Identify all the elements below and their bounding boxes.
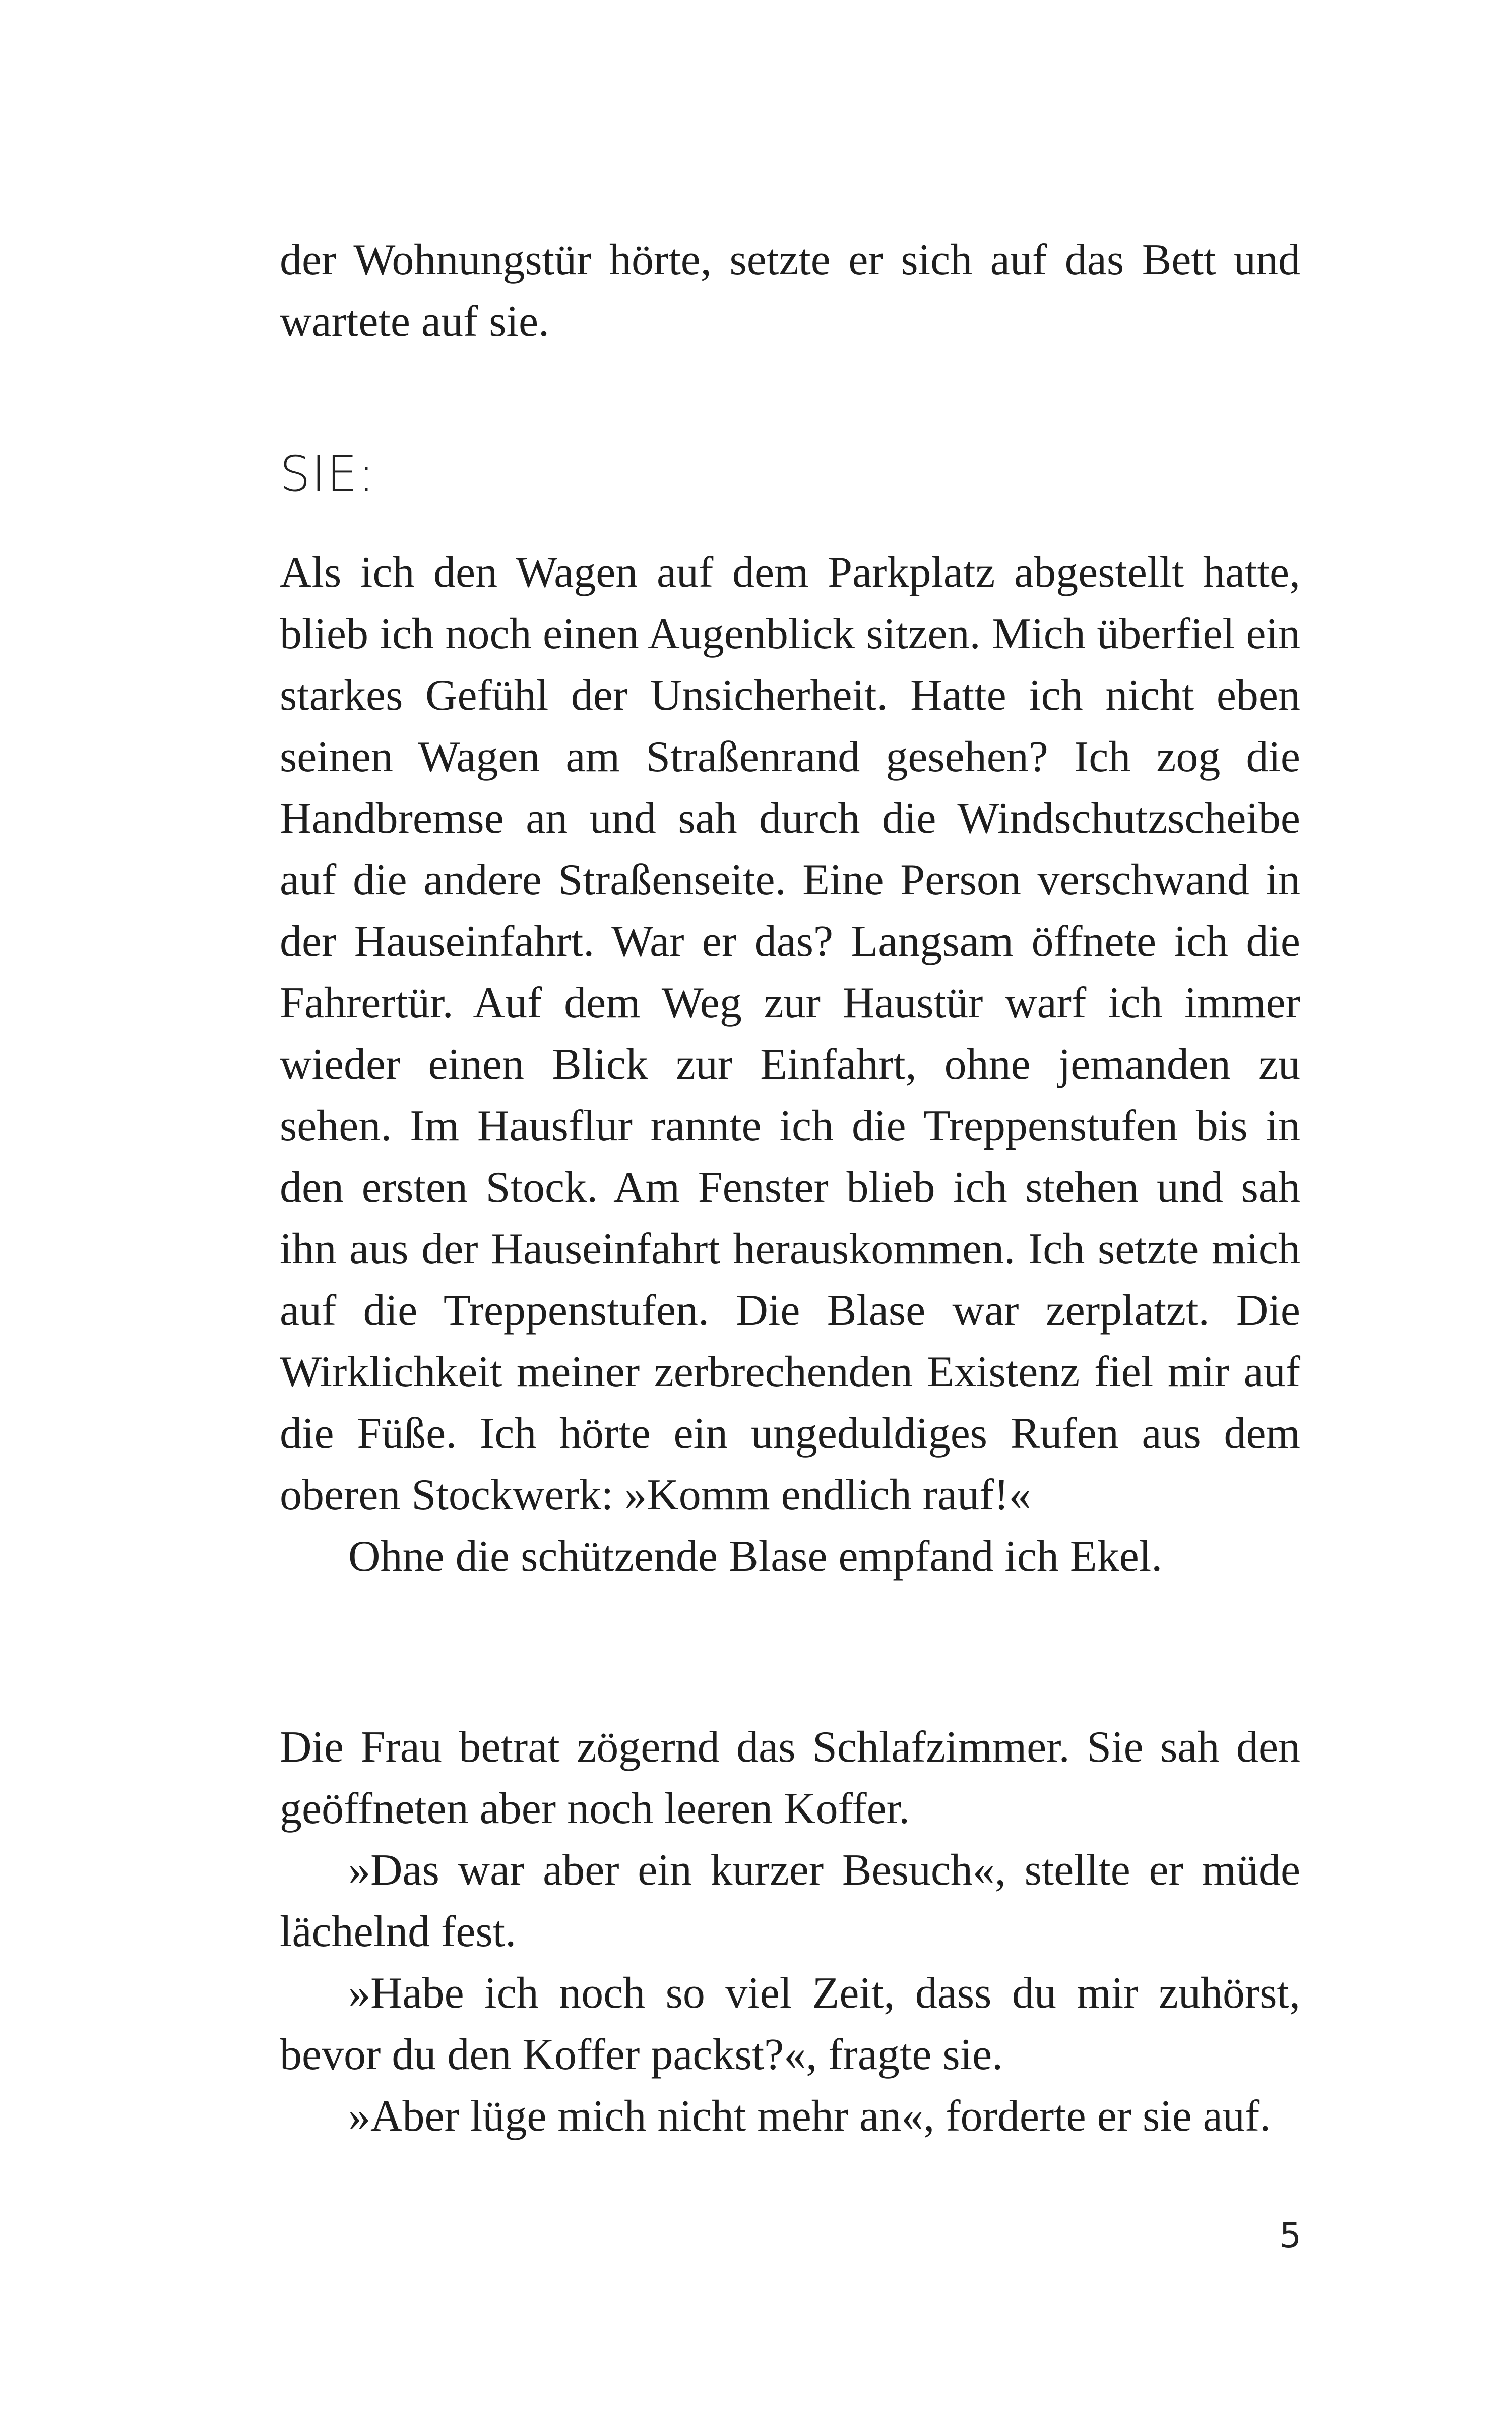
page-number: 5 bbox=[1279, 2216, 1301, 2256]
dialogue-paragraph: »Habe ich noch so viel Zeit, dass du mir zuhörst, bevor du den Koffer packst?«, fragte sie. bbox=[280, 1969, 1300, 2079]
body-paragraph: Als ich den Wagen auf dem Parkplatz abgestellt hatte, blieb ich noch einen Augenblick sitzen. Mich überfiel ein starkes Gefühl der Unsicherheit. Hatte ich nicht eben seinen Wagen am Straßenrand gesehen? Ich zog die Handbremse an und sah durch die Windschutzscheibe auf die andere Straßenseite. Eine Person verschwand in der Hauseinfahrt. War er das? Langsam öffnete ich die Fahrertür. Auf dem Weg zur Haustür warf ich immer wieder einen Blick zur Einfahrt, ohne jemanden zu sehen. Im Hausflur rannte ich die Treppenstufen bis in den ersten Stock. Am Fenster blieb ich stehen und sah ihn aus der Hauseinfahrt herauskommen. Ich setzte mich auf die Treppenstufen. Die Blase war zerplatzt. Die Wirklichkeit meiner zerbrechenden Existenz fiel mir auf die Füße. Ich hörte ein ungeduldiges Rufen aus dem oberen Stockwerk: »Komm endlich rauf!« bbox=[280, 548, 1300, 1520]
continued-paragraph: der Wohnungstür hörte, setzte er sich auf das Bett und wartete auf sie. bbox=[280, 235, 1300, 346]
dialogue-paragraph: »Aber lüge mich nicht mehr an«, forderte er sie auf. bbox=[348, 2092, 1271, 2141]
continued-paragraph-block bbox=[280, 229, 1300, 352]
second-scene-body bbox=[280, 1717, 1300, 2147]
sie-section-body bbox=[280, 542, 1300, 1588]
dialogue-paragraph: »Das war aber ein kurzer Besuch«, stellte er müde lächelnd fest. bbox=[280, 1846, 1300, 1956]
body-paragraph: Die Frau betrat zögernd das Schlafzimmer. Sie sah den geöffneten aber noch leeren Koffer. bbox=[280, 1723, 1300, 1833]
section-heading: SIE: bbox=[280, 446, 376, 502]
body-paragraph: Ohne die schützende Blase empfand ich Ekel. bbox=[348, 1532, 1163, 1581]
